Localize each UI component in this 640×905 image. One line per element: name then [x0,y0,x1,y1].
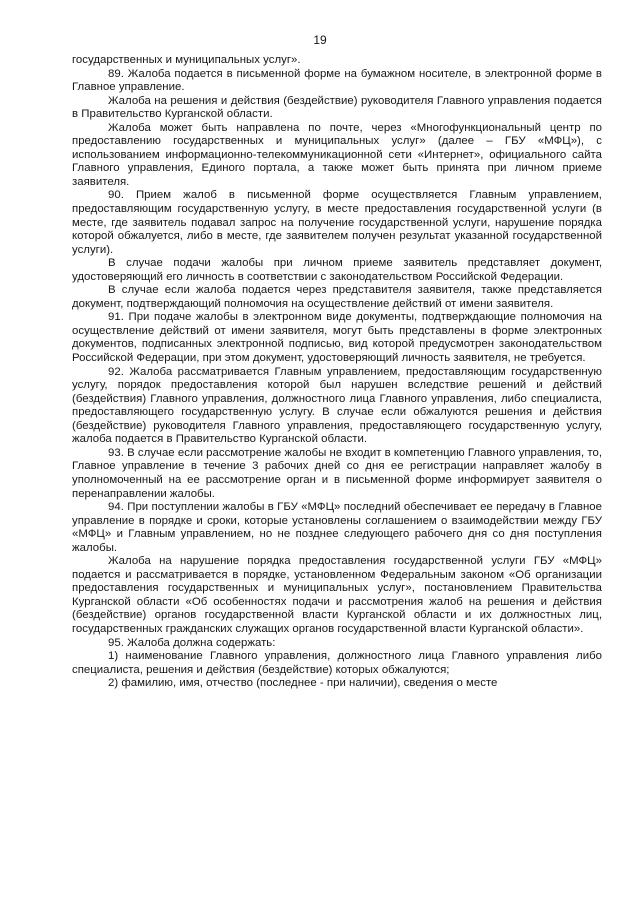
paragraph: В случае если жалоба подается через представителя заявителя, также представляется документ, подтверждающий полномочия на осуществление действий от имени заявителя. [72,284,602,310]
paragraph: 91. При подаче жалобы в электронном виде документы, подтверждающие полномочия на осуществление действий от имени заявителя, могут быть представлены в форме электронных документов, подписанных электронной подписью, вид которой предусмотрен законодательством Российской Федерации, при этом документ, удостоверяющий личность заявителя, не требуется. [72,311,602,365]
paragraph: 95. Жалоба должна содержать: [108,636,276,649]
paragraph: 1) наименование Главного управления, должностного лица Главного управления либо специалиста, решения и действия (бездействие) которых обжалуются; [72,650,602,676]
page-number: 19 [313,33,327,47]
paragraph: 92. Жалоба рассматривается Главным управлением, предоставляющим государственную услугу, порядок предоставления которой был нарушен вследствие решений и действий (бездействия) Главного управления, должностного лица Главного управления, либо специалиста, предоставляющего государственную услугу. В случае если обжалуются решения и действия (бездействие) руководителя Главного управления, предоставляющего государственную услугу, жалоба подается в Правительство Курганской области. [72,365,602,446]
paragraph: 2) фамилию, имя, отчество (последнее - при наличии), сведения о месте [108,677,498,690]
paragraph: 94. При поступлении жалобы в ГБУ «МФЦ» последний обеспечивает ее передачу в Главное управление в порядке и сроки, которые установлены соглашением о взаимодействии между ГБУ «МФЦ» и Главным управлением, но не позднее следующего рабочего дня со дня поступления жалобы. [72,501,602,554]
paragraph: 90. Прием жалоб в письменной форме осуществляется Главным управлением, предоставляющим государственную услугу, в месте предоставления государственной услуги (в месте, где заявитель подавал запрос на получение государственной услуги, нарушение порядка которой обжалуется, либо в месте, где заявителем получен результат указанной государственной услуги). [72,189,602,256]
paragraph: Жалоба может быть направлена по почте, через «Многофункциональный центр по предоставлению государственных и муниципальных услуг» (далее – ГБУ «МФЦ»), с использованием информационно-телекоммуникационной сети «Интернет», официального сайта Главного управления, Единого портала, а также может быть принята при личном приеме заявителя. [72,121,602,188]
paragraph: Жалоба на нарушение порядка предоставления государственной услуги ГБУ «МФЦ» подается и рассматривается в порядке, установленном Федеральным законом «Об организации предоставления государственных и муниципальных услуг», постановлением Правительства Курганской области «Об особенностях подачи и рассмотрения жалоб на решения и действия (бездействие) органов государственной власти Курганской области и их должностных лиц, государственных гражданских служащих органов государственной власти Курганской области». [72,555,602,635]
paragraph: Жалоба на решения и действия (бездействие) руководителя Главного управления подается в Правительство Курганской области. [72,94,602,121]
paragraph: 93. В случае если рассмотрение жалобы не входит в компетенцию Главного управления, то, Главное управление в течение 3 рабочих дней со дня ее регистрации направляет жалобу в уполномоченный на ее рассмотрение орган и в письменной форме информирует заявителя о перенаправлении жалобы. [72,446,602,500]
document-body [72,54,602,691]
paragraph: государственных и муниципальных услуг». [72,54,301,66]
paragraph: 89. Жалоба подается в письменной форме на бумажном носителе, в электронной форме в Главное управление. [72,67,602,94]
paragraph: В случае подачи жалобы при личном приеме заявитель представляет документ, удостоверяющий его личность в соответствии с законодательством Российской Федерации. [72,257,602,283]
